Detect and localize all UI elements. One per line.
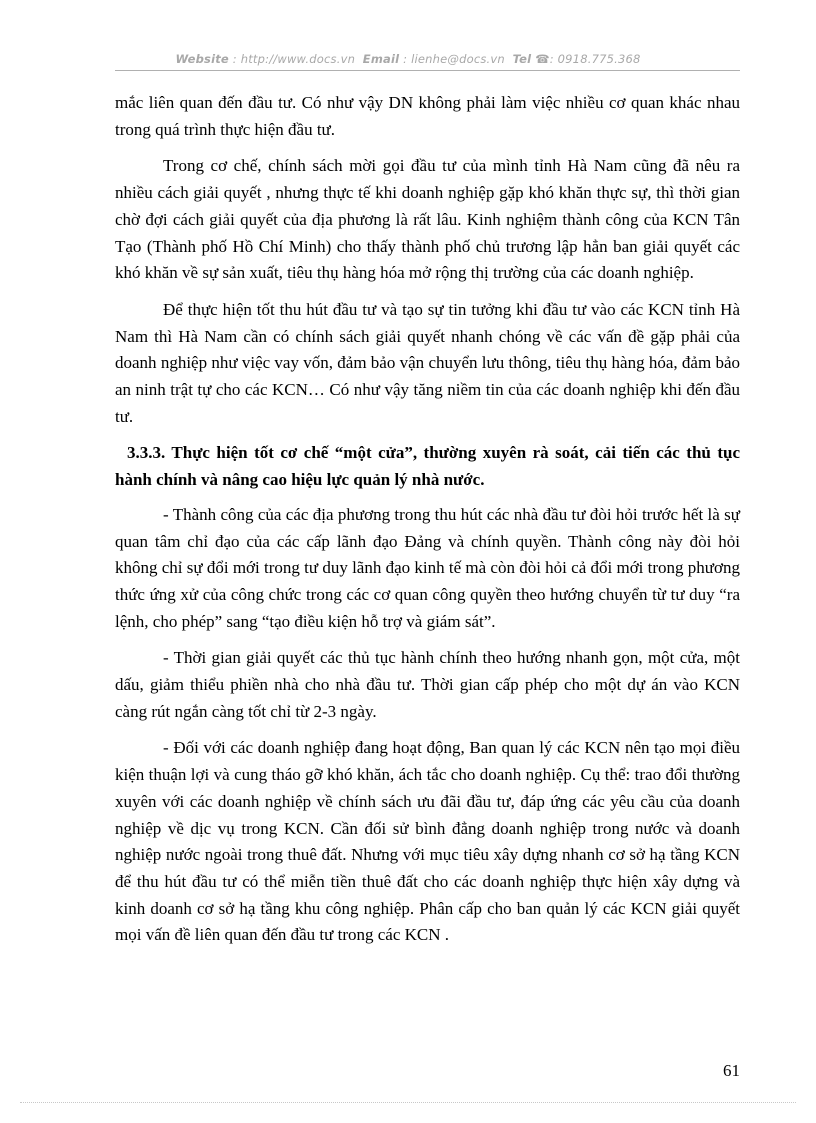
tel-label: Tel xyxy=(512,52,532,66)
tel-value: : 0918.775.368 xyxy=(549,52,641,66)
section-heading-3-3-3: 3.3.3. Thực hiện tốt cơ chế “một cửa”, thường xuyên rà soát, cải tiến các thủ tục hành chính và nâng cao hiệu lực quản lý nhà nước. xyxy=(115,443,740,490)
bullet-local-success: - Thành công của các địa phương trong thu hút các nhà đầu tư đòi hỏi trước hết là sự quan tâm chỉ đạo của các cấp lãnh đạo Đảng và chính quyền. Thành công này đòi hỏi không chỉ sự đổi mới trong tư duy lãnh đạo kinh tế mà còn đòi hỏi cả đổi mới trong phương thức ứng xử của công chức trong các cơ quan công quyền theo hướng chuyển từ tư duy “ra lệnh, cho phép” sang “tạo điều kiện hỗ trợ và giám sát”. xyxy=(115,504,740,631)
header-divider xyxy=(115,70,740,71)
phone-icon: ☎ xyxy=(535,52,550,66)
email-label: Email xyxy=(362,52,400,66)
paragraph-attract-investment: Để thực hiện tốt thu hút đầu tư và tạo sự tin tưởng khi đầu tư vào các KCN tỉnh Hà Nam thì Hà Nam cần có chính sách giải quyết nhanh chóng về các vấn đề gặp phải của doanh nghiệp như việc vay vốn, đảm bảo vận chuyển lưu thông, tiêu thụ hàng hóa, đảm bảo an ninh trật tự cho các KCN… Có như vậy tăng niềm tin của các doanh nghiệp khi đến đầu tư. xyxy=(115,299,740,426)
footer-divider xyxy=(20,1102,796,1103)
page-header xyxy=(0,52,816,66)
page-number: 61 xyxy=(723,1061,740,1080)
website-label: Website xyxy=(175,52,229,66)
email-value: : lienhe@docs.vn xyxy=(403,52,505,66)
paragraph-mechanism-policy: Trong cơ chế, chính sách mời gọi đầu tư của mình tỉnh Hà Nam cũng đã nêu ra nhiều cách giải quyết , nhưng thực tế khi doanh nghiệp gặp khó khăn thực sự, thì thời gian chờ đợi cách giải quyết của địa phương là rất lâu. Kinh nghiệm thành công của KCN Tân Tạo (Thành phố Hồ Chí Minh) cho thấy thành phố chủ trương lập hẳn ban giải quyết các khó khăn về sự sản xuất, tiêu thụ hàng hóa mở rộng thị trường của các doanh nghiệp. xyxy=(115,156,740,283)
paragraph-continuation: mắc liên quan đến đầu tư. Có như vậy DN không phải làm việc nhiều cơ quan khác nhau trong quá trình thực hiện đầu tư. xyxy=(115,93,740,139)
website-value: : http://www.docs.vn xyxy=(232,52,356,66)
bullet-admin-procedures: - Thời gian giải quyết các thủ tục hành chính theo hướng nhanh gọn, một cửa, một dấu, giảm thiểu phiền nhà cho nhà đầu tư. Thời gian cấp phép cho một dự án vào KCN càng rút ngắn càng tốt chỉ từ 2-3 ngày. xyxy=(115,648,740,721)
document-body xyxy=(115,90,740,959)
bullet-operating-enterprises: - Đối với các doanh nghiệp đang hoạt động, Ban quan lý các KCN nên tạo mọi điều kiện thuận lợi và cung tháo gỡ khó khăn, ách tắc cho doanh nghiệp. Cụ thể: trao đổi thường xuyên với các doanh nghiệp về chính sách ưu đãi đầu tư, đáp ứng các yêu cầu của doanh nghiệp về dịc vụ trong KCN. Cần đối sử bình đẳng doanh nghiệp trong nước và doanh nghiệp nước ngoài trong thuê đất. Nhưng với mục tiêu xây dựng nhanh cơ sở hạ tầng KCN để thu hút đầu tư có thể miễn tiền thuê đất cho các doanh nghiệp thực hiện xây dựng và kinh doanh cơ sở hạ tầng khu công nghiệp. Phân cấp cho ban quản lý các KCN giải quyết mọi vấn đề liên quan đến đầu tư trong các KCN . xyxy=(115,738,740,945)
